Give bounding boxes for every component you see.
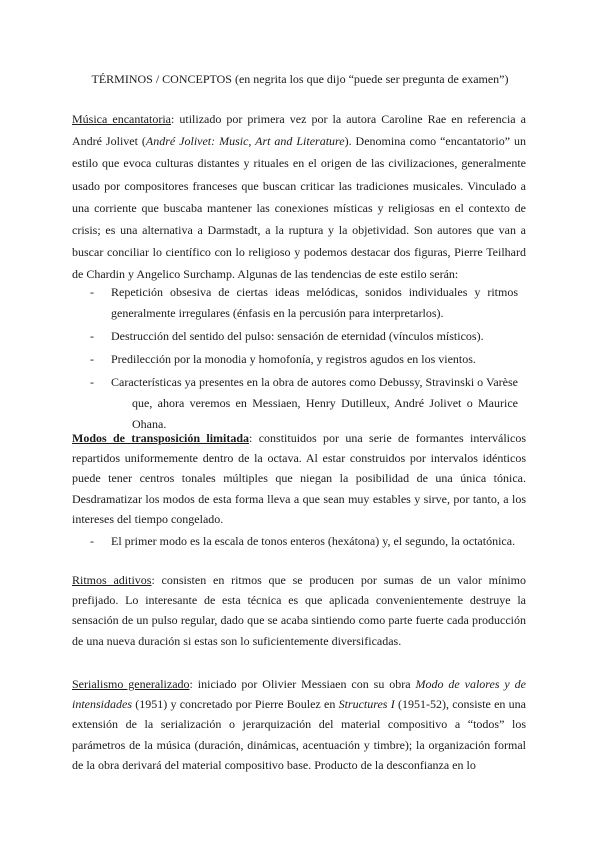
work-title: Structures I bbox=[338, 697, 395, 712]
list-item-text: Destrucción del sentido del pulso: sensación de eternidad (vínculos místicos). bbox=[111, 329, 484, 343]
dash-marker: - bbox=[90, 352, 94, 366]
list-item bbox=[90, 282, 518, 324]
page-title: TÉRMINOS / CONCEPTOS (en negrita los que dijo “puede ser pregunta de examen”) bbox=[91, 72, 509, 86]
dash-marker: - bbox=[90, 329, 94, 343]
term-modos: Modos de transposición limitada bbox=[72, 431, 250, 445]
term-serialismo: Serialismo generalizado bbox=[72, 677, 190, 691]
term-musica-encantatoria: Música encantatoria bbox=[72, 112, 171, 126]
paragraph-serialismo bbox=[72, 674, 526, 775]
term-ritmos: Ritmos aditivos bbox=[72, 573, 152, 587]
text-segment: : consisten en ritmos que se producen por sumas de un valor mínimo prefijado. Lo interesante de esta técnica es que aplicada convenientemente destruye la sensación de un pulso regular, dado que se acaba sintiendo como parte fuerte cada producción de una nueva duración si estas son lo suficientemente diversificadas. bbox=[72, 573, 526, 648]
paragraph-ritmos bbox=[72, 570, 526, 651]
list-item-text: Características ya presentes en la obra de autores como Debussy, Stravinski o Varèse que, ahora veremos en Messiaen, Henry Dutilleux, André Jolivet o Maurice Ohana. bbox=[111, 375, 518, 431]
list-musica-encantatoria bbox=[90, 282, 518, 435]
text-segment: (1951-52), consiste en una extensión de la serialización o jerarquización del material compositivo a “todos” los parámetros de la música (duración, dinámicas, acentuación y timbre); la organización formal de la obra derivará del material compositivo base. Producto de la desconfianza en lo bbox=[72, 697, 527, 772]
book-title: André Jolivet: Music, Art and Literature bbox=[145, 134, 345, 149]
paragraph-musica-encantatoria bbox=[72, 108, 526, 286]
dash-marker: - bbox=[90, 534, 94, 548]
list-item bbox=[90, 372, 518, 435]
list-item-text: El primer modo es la escala de tonos enteros (hexátona) y, el segundo, la octatónica. bbox=[111, 534, 516, 548]
list-item bbox=[90, 326, 518, 347]
text-segment: ). Denomina como “encantatorio” un estilo que evoca culturas distantes y rituales en el origen de las civilizaciones, generalmente usado por compositores franceses que buscan criticar las tradiciones musicales. Vinculado a una corriente que buscaba mantener las conexiones místicas y religiosas en el contexto de crisis; es una alternativa a Darmstadt, a la ruptura y la objetividad. Son autores que van a buscar conciliar lo científico con lo religioso y podemos destacar dos figuras, Pierre Teilhard de Chardin y Angelico Surchamp. Algunas de las tendencias de este estilo serán: bbox=[72, 134, 527, 282]
work-title: Modo de valores y de intensidades bbox=[72, 677, 526, 712]
paragraph-modos bbox=[72, 428, 526, 529]
list-item-text: Repetición obsesiva de ciertas ideas melódicas, sonidos individuales y ritmos generalmente irregulares (énfasis en la percusión para interpretarlos). bbox=[111, 285, 518, 320]
dash-marker: - bbox=[90, 285, 94, 299]
list-item-text: Predilección por la monodia y homofonía, y registros agudos en los vientos. bbox=[111, 352, 476, 366]
dash-marker: - bbox=[90, 375, 94, 389]
list-modos bbox=[90, 531, 518, 552]
list-item bbox=[90, 349, 518, 370]
list-item bbox=[90, 531, 518, 552]
text-segment: (1951) y concretado por Pierre Boulez en bbox=[132, 697, 339, 712]
text-segment: : utilizado por primera vez por la autora Caroline Rae en referencia a André Jolivet ( bbox=[72, 112, 526, 149]
text-segment: : constituidos por una serie de formantes interválicos repartidos uniformemente dentro de la octava. Al estar construidos por intervalos idénticos puede tener centros tonales múltiples que niegan la posibilidad de una única tónica. Desdramatizar los modos de esta forma lleva a que sean muy estables y sirve, por tanto, a los intereses del tiempo congelado. bbox=[72, 431, 526, 526]
text-segment: : iniciado por Olivier Messiaen con su obra bbox=[189, 677, 416, 691]
